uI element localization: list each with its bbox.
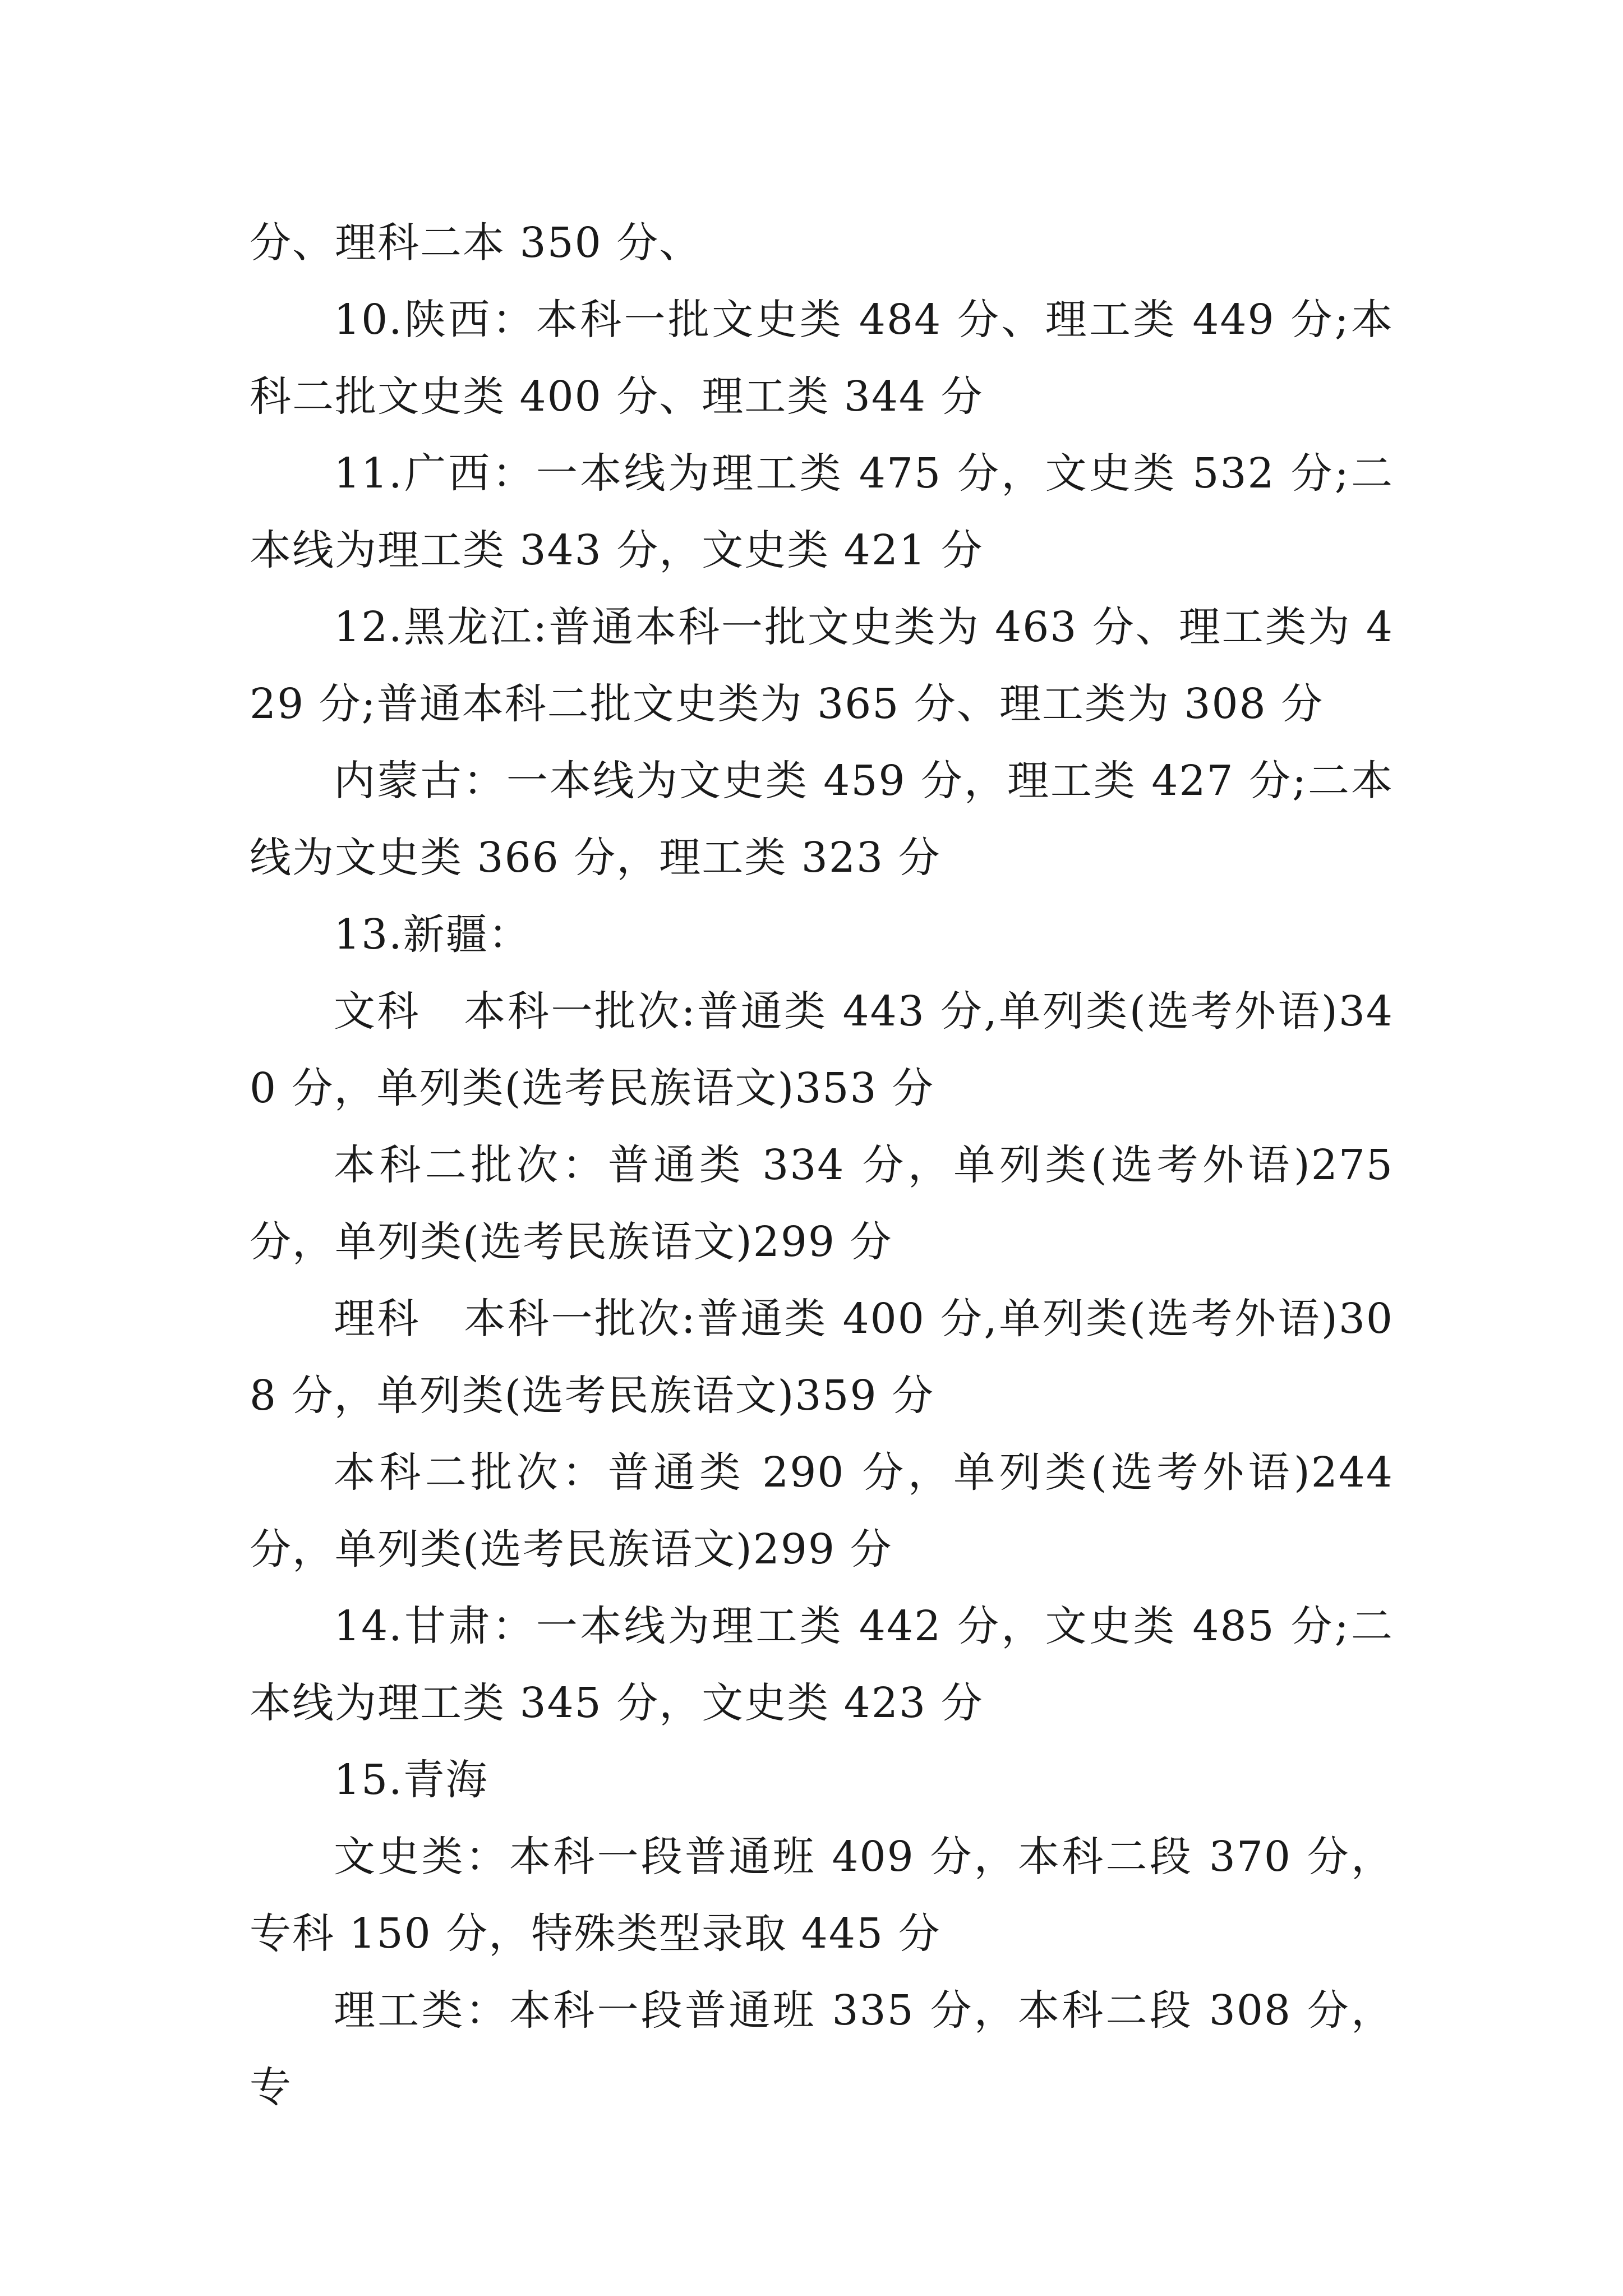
paragraph-qinghai-science: 理工类：本科一段普通班 335 分，本科二段 308 分，专 (250, 1986, 1394, 2111)
paragraph-qinghai-heading: 15.青海 (334, 1756, 488, 1804)
paragraph-xinjiang-science-batch2: 本科二批次：普通类 290 分，单列类(选考外语)244 分，单列类(选考民族语文)299 分 (250, 1448, 1394, 1573)
paragraph-heilongjiang: 12.黑龙江:普通本科一批文史类为 463 分、理工类为 429 分;普通本科二批文史类为 365 分、理工类为 308 分 (250, 603, 1394, 728)
paragraph-gansu: 14.甘肃：一本线为理工类 442 分，文史类 485 分;二本线为理工类 345 分，文史类 423 分 (250, 1602, 1394, 1727)
paragraph-shaanxi: 10.陕西：本科一批文史类 484 分、理工类 449 分;本科二批文史类 400 分、理工类 344 分 (250, 296, 1394, 421)
paragraph-xinjiang-arts-batch2: 本科二批次：普通类 334 分，单列类(选考外语)275 分，单列类(选考民族语文)299 分 (250, 1141, 1394, 1266)
paragraph-neimenggu: 内蒙古：一本线为文史类 459 分，理工类 427 分;二本线为文史类 366 分，理工类 323 分 (250, 757, 1394, 882)
paragraph-xinjiang-heading: 13.新疆： (334, 910, 531, 959)
paragraph-qinghai-arts: 文史类：本科一段普通班 409 分，本科二段 370 分，专科 150 分，特殊类型录取 445 分 (250, 1833, 1394, 1958)
paragraph-guangxi: 11.广西：一本线为理工类 475 分，文史类 532 分;二本线为理工类 343 分，文史类 421 分 (250, 449, 1394, 574)
paragraph-continuation: 分、理科二本 350 分、 (250, 219, 702, 267)
paragraph-xinjiang-arts-batch1: 文科 本科一批次:普通类 443 分,单列类(选考外语)340 分，单列类(选考民族语文)353 分 (250, 987, 1394, 1112)
paragraph-xinjiang-science-batch1: 理科 本科一批次:普通类 400 分,单列类(选考外语)308 分，单列类(选考民族语文)359 分 (250, 1295, 1394, 1420)
document-body (250, 205, 1394, 2126)
